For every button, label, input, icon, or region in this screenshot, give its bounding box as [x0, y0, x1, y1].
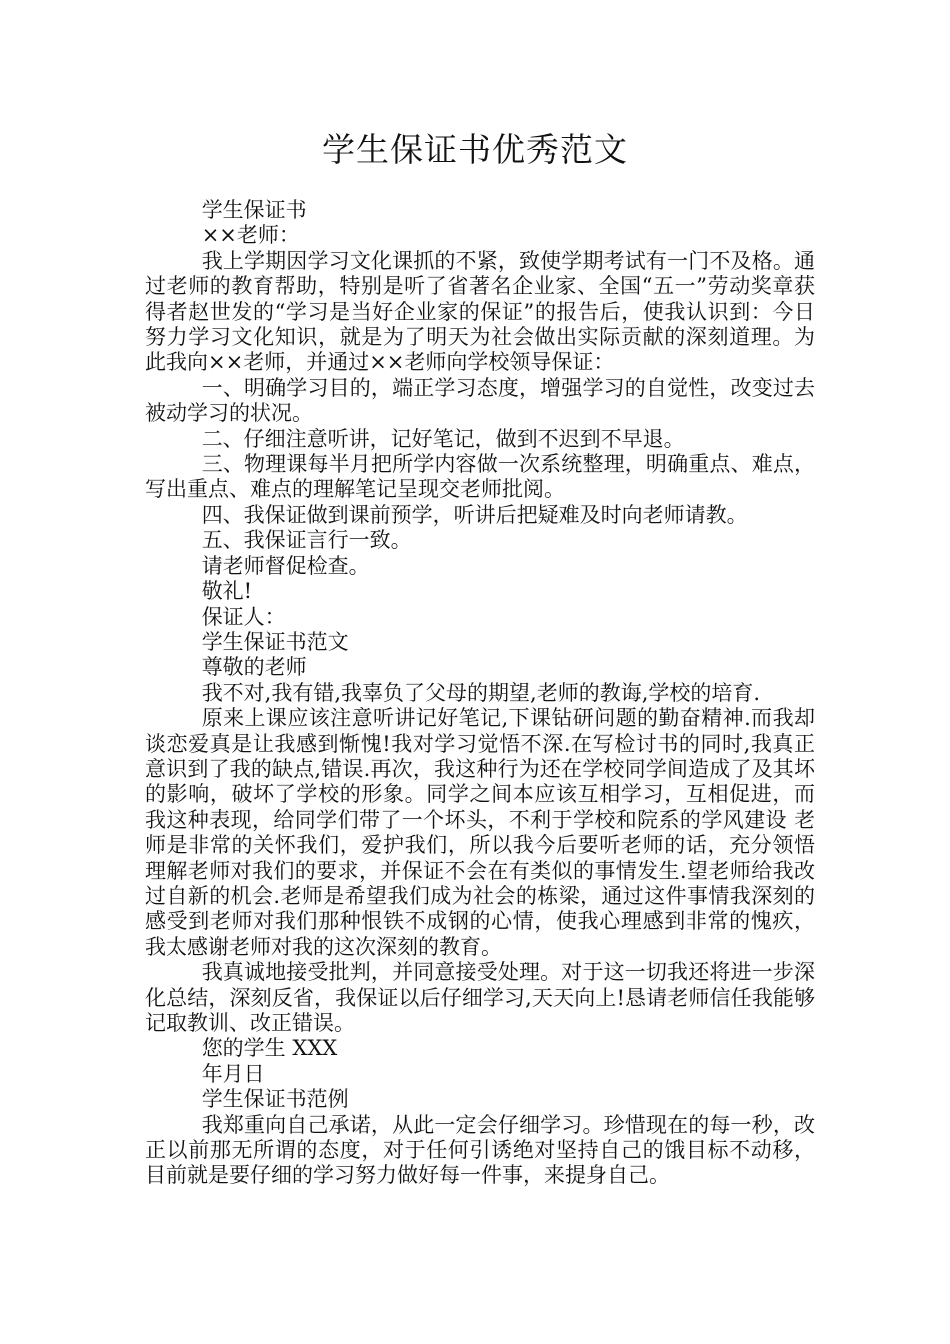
pledge-item-2: 二、仔细注意听讲，记好笔记，做到不迟到不早退。: [201, 426, 685, 451]
signer-label: 保证人：: [201, 604, 286, 629]
date-line: 年月日: [201, 1061, 265, 1086]
letter-title: 学生保证书: [201, 198, 307, 222]
body-paragraph: 我上学期因学习文化课抓的不紧，致使学期考试有一门不及格。通过老师的教育帮助，特别是听了省著名企业家、全国“五一”劳动奖章获得者赵世发的“学习是当好企业家的保证”的报告后，使我认识到：今日努力学习文化知识，就是为了明天为社会做出实际贡献的深刻道理。为此我向××老师，并通过××老师向学校领导保证：: [145, 248, 815, 375]
pledge-item-3: 三、物理课每半月把所学内容做一次系统整理，明确重点、难点，写出重点、难点的理解笔记呈现交老师批阅。: [145, 452, 815, 502]
salutation: ××老师：: [201, 223, 300, 248]
closing-salute: 敬礼!: [201, 579, 253, 604]
pledge-item-5: 五、我保证言行一致。: [201, 528, 412, 553]
body-paragraph: 我真诚地接受批判，并同意接受处理。对于这一切我还将进一步深化总结，深刻反省，我保证以后仔细学习,天天向上!恳请老师信任我能够记取教训、改正错误。: [145, 960, 815, 1035]
closing-request: 请老师督促检查。: [201, 553, 370, 578]
section-heading: 学生保证书范例: [201, 1087, 349, 1112]
body-paragraph: 我郑重向自己承诺，从此一定会仔细学习。珍惜现在的每一秒，改正以前那无所谓的态度，对于任何引诱绝对坚持自己的饿目标不动移，目前就是要仔细的学习努力做好每一件事，来提身自己。: [145, 1112, 815, 1188]
section-heading: 学生保证书范文: [201, 629, 349, 654]
pledge-item-4: 四、我保证做到课前预学，听讲后把疑难及时向老师请教。: [201, 502, 748, 527]
pledge-item-1: 一、明确学习目的，端正学习态度，增强学习的自觉性，改变过去被动学习的状况。: [145, 375, 815, 426]
body-paragraph: 我不对,我有错,我辜负了父母的期望,老师的教诲,学校的培育.: [201, 680, 761, 705]
salutation: 尊敬的老师: [201, 655, 307, 680]
document-title: 学生保证书优秀范文: [322, 130, 628, 169]
document-body: [145, 198, 815, 1189]
signature-line: 您的学生 XXX: [201, 1036, 338, 1061]
body-paragraph: 原来上课应该注意听讲记好笔记,下课钻研问题的勤奋精神.而我却谈恋爱真是让我感到惭愧!我对学习觉悟不深.在写检讨书的同时,我真正意识到了我的缺点,错误.再次，我这种行为还在学校同学间造成了及其坏的影响，破坏了学校的形象。同学之间本应该互相学习，互相促进，而我这种表现，给同学们带了一个坏头，不利于学校和院系的学风建设 老师是非常的关怀我们，爱护我们，所以我今后要听老师的话，充分领悟理解老师对我们的要求，并保证不会在有类似的事情发生.望老师给我改过自新的机会.老师是希望我们成为社会的栋梁，通过这件事情我深刻的感受到老师对我们那种恨铁不成钢的心情，使我心理感到非常的愧疚，我太感谢老师对我的这次深刻的教育。: [145, 706, 815, 959]
